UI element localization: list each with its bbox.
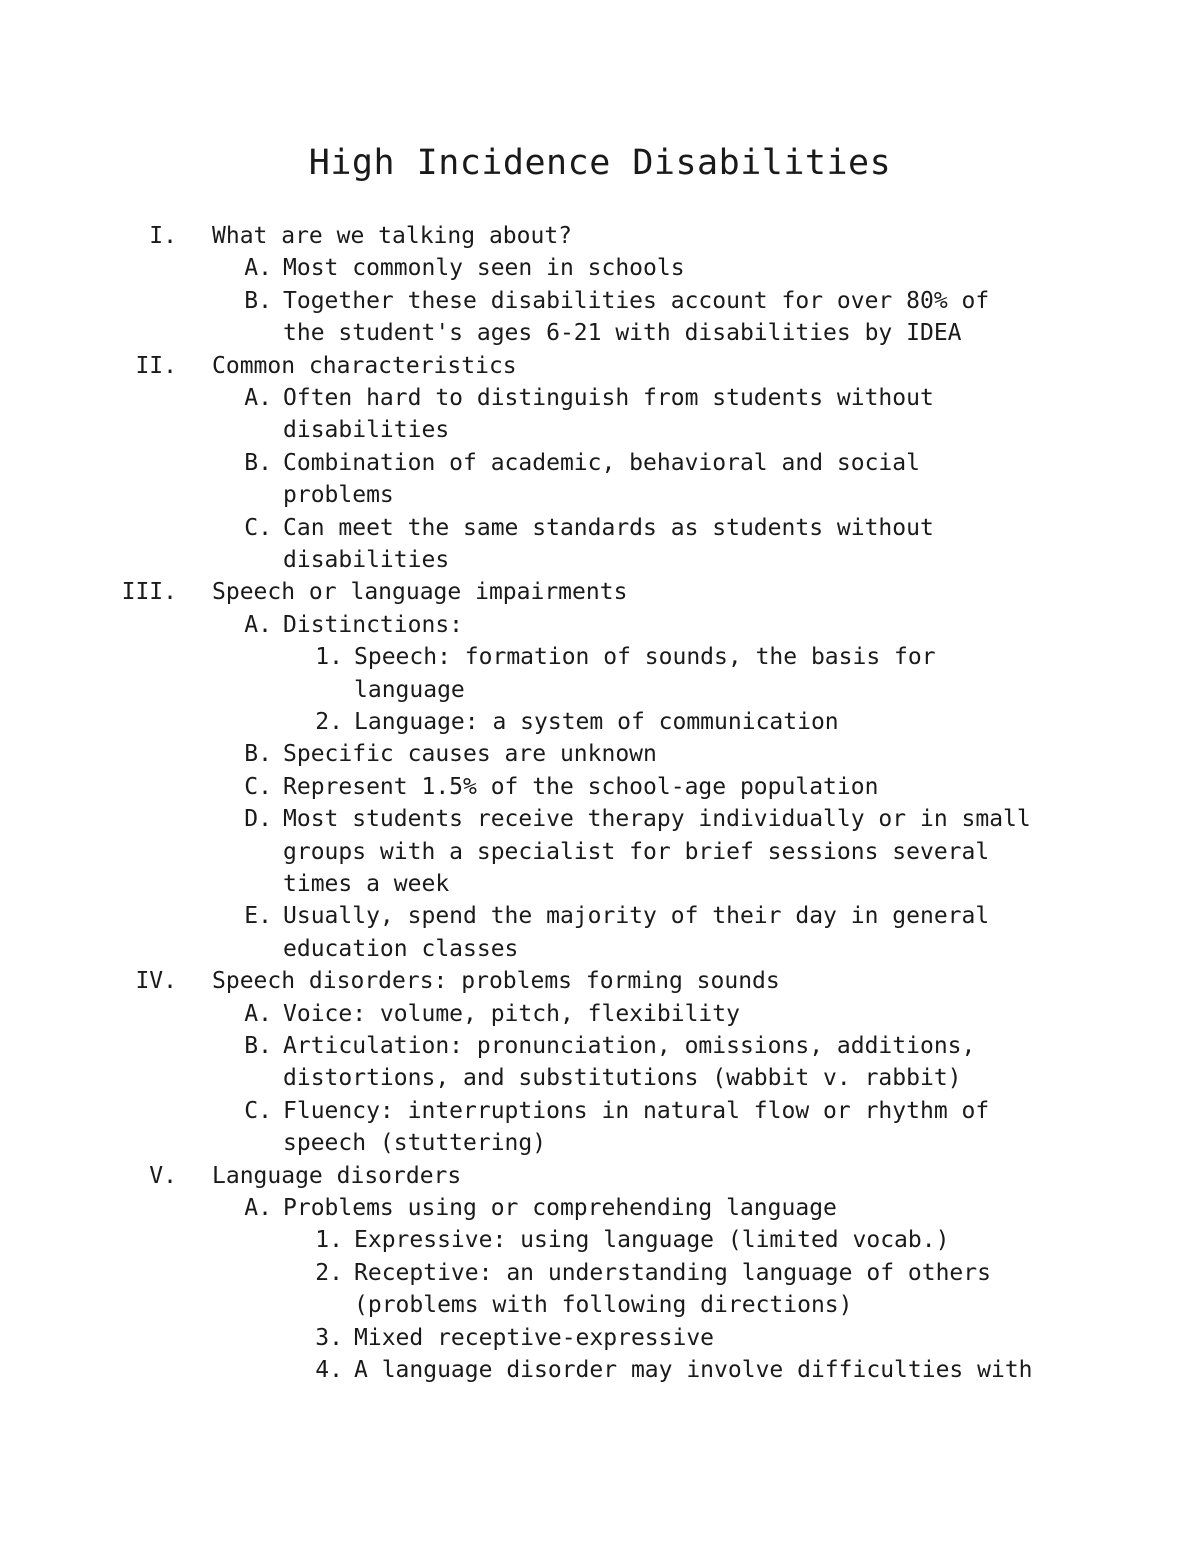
page-title: High Incidence Disabilities bbox=[308, 143, 892, 183]
list-item-text: Represent 1.5% of the school-age population bbox=[283, 773, 879, 800]
list-marker: A. bbox=[244, 1195, 272, 1221]
list-item-text: Language: a system of communication bbox=[354, 709, 839, 735]
list-item-text: problems bbox=[283, 482, 394, 509]
list-marker: B. bbox=[244, 449, 272, 476]
outline-line bbox=[0, 836, 1200, 868]
outline-line bbox=[0, 1127, 1200, 1159]
list-item-text: the student's ages 6-21 with disabilities by IDEA bbox=[283, 320, 962, 347]
outline-line bbox=[0, 350, 1200, 382]
list-item-text: Often hard to distinguish from students without bbox=[283, 385, 934, 411]
list-marker: 1. bbox=[315, 644, 343, 671]
outline-line bbox=[0, 1160, 1200, 1192]
list-item-text: Specific causes are unknown bbox=[283, 741, 657, 768]
list-marker: IV. bbox=[135, 968, 177, 995]
list-item-text: Receptive: an understanding language of others bbox=[354, 1259, 991, 1286]
outline-line bbox=[0, 512, 1200, 544]
list-marker: B. bbox=[244, 741, 272, 768]
outline-line bbox=[0, 965, 1200, 997]
outline-line bbox=[0, 641, 1200, 673]
list-marker: C. bbox=[244, 514, 272, 541]
list-item-text: Most commonly seen in schools bbox=[283, 255, 685, 282]
list-item-text: speech (stuttering) bbox=[283, 1130, 547, 1157]
list-item-text: What are we talking about? bbox=[212, 223, 573, 249]
list-marker: I. bbox=[149, 223, 177, 249]
outline-line bbox=[0, 1322, 1200, 1354]
list-marker: V. bbox=[149, 1162, 177, 1189]
outline-line bbox=[0, 1224, 1200, 1256]
list-item-text: Speech or language impairments bbox=[212, 579, 628, 606]
list-item-text: disabilities bbox=[283, 547, 450, 573]
outline-line bbox=[0, 803, 1200, 835]
outline-line bbox=[0, 609, 1200, 641]
list-item-text: Can meet the same standards as students without bbox=[283, 514, 934, 541]
list-item-text: Voice: volume, pitch, flexibility bbox=[283, 1000, 740, 1027]
outline-line bbox=[0, 1289, 1200, 1321]
outline-line bbox=[0, 576, 1200, 608]
list-item-text: Fluency: interruptions in natural flow or rhythm of bbox=[283, 1097, 990, 1124]
list-item-text: groups with a specialist for brief sessions several bbox=[283, 838, 990, 865]
list-marker: A. bbox=[244, 255, 272, 282]
list-marker: A. bbox=[244, 385, 272, 411]
list-marker: II. bbox=[135, 352, 177, 379]
outline-line bbox=[0, 447, 1200, 479]
outline-line bbox=[0, 544, 1200, 576]
list-item-text: Articulation: pronunciation, omissions, additions, bbox=[283, 1033, 976, 1059]
outline-line bbox=[0, 868, 1200, 900]
list-item-text: Most students receive therapy individually or in small bbox=[283, 806, 1031, 833]
outline-line bbox=[0, 1354, 1200, 1386]
list-marker: C. bbox=[244, 773, 272, 800]
outline-line bbox=[0, 479, 1200, 511]
outline-line bbox=[0, 1095, 1200, 1127]
outline-line bbox=[0, 285, 1200, 317]
list-marker: 2. bbox=[315, 1259, 343, 1286]
list-item-text: Together these disabilities account for over 80% of bbox=[283, 287, 990, 314]
outline-line bbox=[0, 674, 1200, 706]
list-item-text: Problems using or comprehending language bbox=[283, 1195, 837, 1221]
list-marker: 1. bbox=[315, 1227, 343, 1254]
list-item-text: distortions, and substitutions (wabbit v. rabbit) bbox=[283, 1065, 962, 1092]
outline-line bbox=[0, 414, 1200, 446]
list-item-text: Distinctions: bbox=[283, 611, 464, 638]
list-item-text: language bbox=[354, 676, 465, 703]
outline-line bbox=[0, 220, 1200, 252]
list-marker: B. bbox=[244, 287, 272, 314]
list-item-text: Speech disorders: problems forming sounds bbox=[212, 968, 780, 995]
list-item-text: Usually, spend the majority of their day in general bbox=[283, 903, 990, 930]
list-marker: B. bbox=[244, 1033, 272, 1059]
outline-line bbox=[0, 252, 1200, 284]
list-marker: C. bbox=[244, 1097, 272, 1124]
outline-line bbox=[0, 738, 1200, 770]
outline-line bbox=[0, 706, 1200, 738]
list-item-text: Expressive: using language (limited vocab.) bbox=[354, 1227, 950, 1254]
outline-line bbox=[0, 1192, 1200, 1224]
outline-line bbox=[0, 382, 1200, 414]
outline-line bbox=[0, 998, 1200, 1030]
outline-line bbox=[0, 771, 1200, 803]
outline-line bbox=[0, 1257, 1200, 1289]
list-marker: E. bbox=[244, 903, 272, 930]
list-item-text: Mixed receptive-expressive bbox=[354, 1324, 715, 1351]
outline-line bbox=[0, 933, 1200, 965]
outline-line bbox=[0, 1062, 1200, 1094]
list-marker: A. bbox=[244, 611, 272, 638]
outline-line bbox=[0, 317, 1200, 349]
list-marker: 3. bbox=[315, 1324, 343, 1351]
list-item-text: Common characteristics bbox=[212, 352, 517, 379]
list-marker: 4. bbox=[315, 1357, 343, 1383]
list-marker: 2. bbox=[315, 709, 343, 735]
list-item-text: times a week bbox=[283, 871, 450, 897]
list-item-text: Speech: formation of sounds, the basis for bbox=[354, 644, 936, 671]
list-item-text: education classes bbox=[283, 935, 519, 962]
list-marker: III. bbox=[121, 579, 177, 606]
outline-line bbox=[0, 900, 1200, 932]
list-marker: A. bbox=[244, 1000, 272, 1027]
list-item-text: disabilities bbox=[283, 417, 450, 444]
list-item-text: Combination of academic, behavioral and social bbox=[283, 449, 920, 476]
list-item-text: Language disorders bbox=[212, 1162, 462, 1189]
list-item-text: (problems with following directions) bbox=[354, 1292, 853, 1319]
outline-line bbox=[0, 1030, 1200, 1062]
list-marker: D. bbox=[244, 806, 272, 833]
list-item-text: A language disorder may involve difficulties with bbox=[354, 1357, 1033, 1383]
